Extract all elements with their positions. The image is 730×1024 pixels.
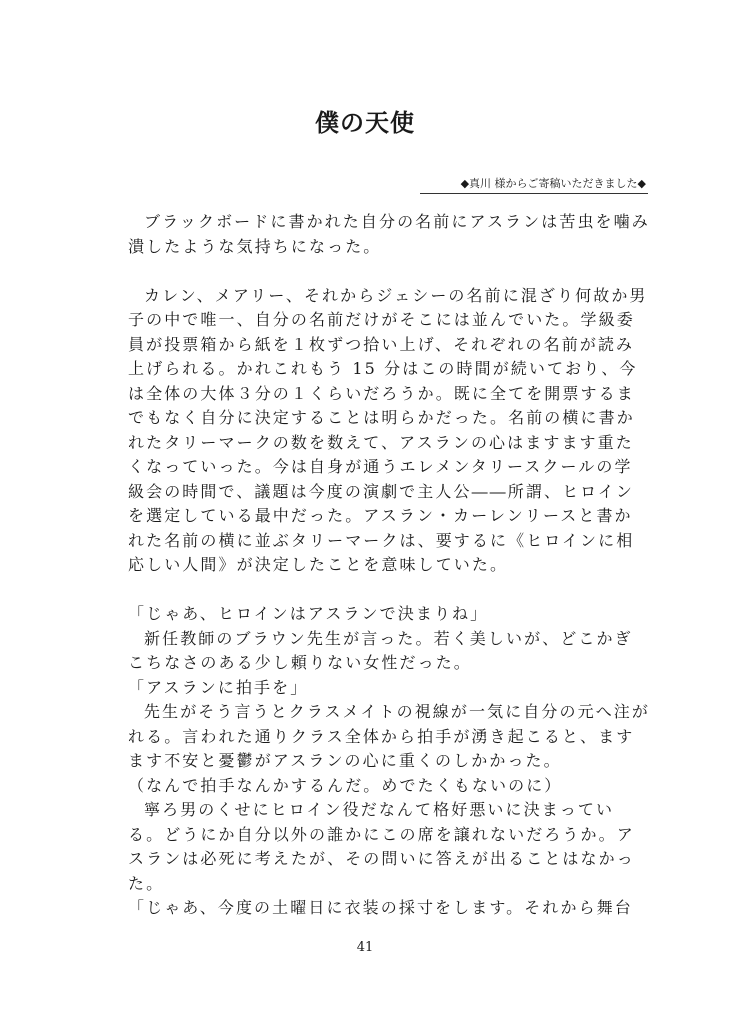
page-title: 僕の天使	[315, 109, 415, 137]
thought-line: （なんで拍手なんかするんだ。めでたくもないのに）	[128, 775, 563, 795]
dialogue-line: 「じゃあ、ヒロインはアスランで決まりね」	[128, 604, 489, 623]
paragraph: カレン、メアリー、それからジェシーの名前に混ざり何故か男子の中で唯一、自分の名前だけがそこには並んでいた。学級委員が投票箱から紙を１枚ずつ拾い上げ、それぞれの名前が読み上げられる。かれこれもう 15 分はこの時間が続いており、今は全体の大体３分の１くらいだろうか。既に全てを開票するまでもなく自分に決定することは明らかだった。名前の横に書かれたタリーマークの数を数えて、アスランの心はますます重たくなっていった。今は自身が通うエレメンタリースクールの学級会の時間で、議題は今度の演劇で主人公――所謂、ヒロインを選定している最中だった。アスラン・カーレンリースと書かれた名前の横に並ぶタリーマークは、要するに《ヒロインに相応しい人間》が決定したことを意味していた。	[128, 285, 648, 574]
credit-underline	[420, 193, 648, 194]
paragraph: 先生がそう言うとクラスメイトの視線が一気に自分の元へ注がれる。言われた通りクラス全体から拍手が湧き起こると、ますます不安と憂鬱がアスランの心に重くのしかかった。	[128, 702, 651, 770]
paragraph: 寧ろ男のくせにヒロイン役だなんて格好悪いに決まっている。どうにか自分以外の誰かにこの席を譲れないだろうか。アスランは必死に考えたが、その問いに答えが出ることはなかった。	[128, 800, 635, 893]
page-number: 41	[356, 940, 374, 955]
dialogue-line: 「アスランに拍手を」	[128, 677, 309, 697]
credit-line: ◆真川 様からご寄稿いただきました◆	[460, 177, 646, 190]
dialogue-line: 「じゃあ、今度の土曜日に衣装の採寸をします。それから舞台	[128, 898, 633, 917]
story-body	[128, 210, 650, 921]
paragraph: 新任教師のブラウン先生が言った。若く美しいが、どこかぎこちなさのある少し頼りない女性だった。	[128, 628, 633, 672]
paragraph: ブラックボードに書かれた自分の名前にアスランは苦虫を噛み潰したような気持ちになった。	[128, 212, 650, 256]
